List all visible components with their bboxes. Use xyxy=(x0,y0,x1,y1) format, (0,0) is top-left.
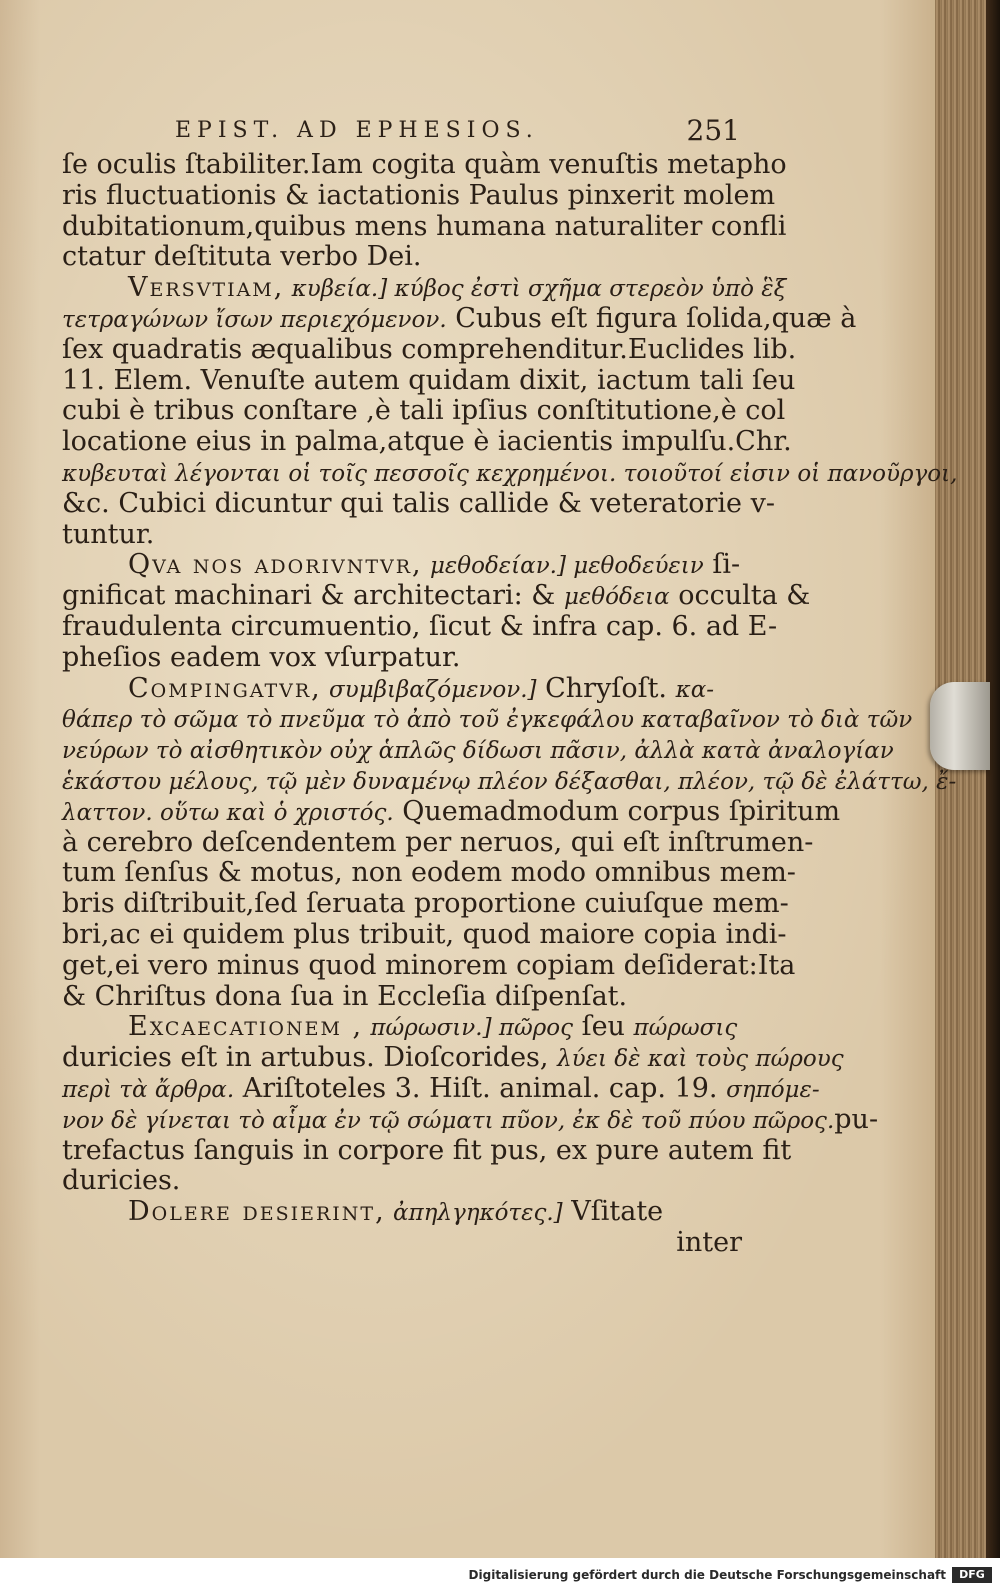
text-line xyxy=(62,674,742,705)
latin-text: bris diſtribuit,ſed ſeruata proportione cuiuſque mem- xyxy=(62,888,789,920)
binding-shadow xyxy=(986,0,1000,1558)
latin-text: cubi è tribus conſtare ,è tali ipſius conſtitutione,è col xyxy=(62,395,786,427)
lemma-heading: Compingatvr, xyxy=(128,672,322,704)
text-line xyxy=(62,1042,844,1074)
text-line xyxy=(62,1134,792,1167)
greek-text: νον δὲ γίνεται τὸ αἷμα ἐν τῷ σώματι πῦον, ἐκ δὲ τοῦ πύου πῶρος. xyxy=(62,1107,835,1134)
latin-text: à cerebro deſcendentem per neruos, qui eſt inſtrumen- xyxy=(62,826,814,858)
text-line xyxy=(62,766,957,797)
text-line xyxy=(62,520,742,551)
text-line xyxy=(62,242,742,273)
page-header xyxy=(175,114,740,150)
latin-text: ctatur deſtituta verbo Dei. xyxy=(62,241,422,273)
latin-text: ſex quadratis æqualibus comprehenditur.Euclides lib. xyxy=(62,333,797,365)
text-line xyxy=(62,580,811,612)
latin-text: get,ei vero minus quod minorem copiam deſiderat:Ita xyxy=(62,949,796,981)
latin-text: pheſios eadem vox vſurpatur. xyxy=(62,641,461,673)
greek-text: κυβεία.] κύβος ἐστὶ σχῆμα στερεὸν ὑπὸ ἓξ xyxy=(284,276,787,303)
text-line xyxy=(62,395,786,427)
greek-text: νεύρων τὸ αἰσθητικὸν οὐχ ἁπλῶς δίδωσι πᾶσιν, ἀλλὰ κατὰ ἀναλογίαν xyxy=(62,738,894,765)
latin-text: & Chriſtus dona ſua in Eccleſia diſpenſat. xyxy=(62,980,628,1012)
greek-text: θάπερ τὸ σῶμα τὸ πνεῦμα τὸ ἀπὸ τοῦ ἐγκεφάλου καταβαῖνον τὸ διὰ τῶν xyxy=(62,707,913,734)
latin-text: ſe oculis ſtabiliter.Iam cogita quàm venuſtis metapho xyxy=(62,149,787,180)
lemma-heading: Qva nos adorivntvr, xyxy=(128,549,423,581)
text-line xyxy=(62,333,797,366)
latin-text: ſi- xyxy=(703,549,741,581)
latin-text: fraudulenta circumuentio, ſicut & infra cap. 6. ad E- xyxy=(62,610,778,642)
text-line xyxy=(62,458,958,489)
latin-text: trefactus ſanguis in corpore fit pus, ex pure autem fit xyxy=(62,1134,792,1166)
latin-text: gnificat machinari & architectari: & xyxy=(62,580,564,612)
footer-credit: Digitalisierung gefördert durch die Deutsche Forschungsgemeinschaft xyxy=(468,1568,946,1582)
latin-text: dubitationum,quibus mens humana naturaliter confli xyxy=(62,210,787,242)
dfg-logo: DFG xyxy=(952,1567,992,1583)
greek-text: πώρωσις xyxy=(633,1015,738,1042)
greek-text: ἑκάστου μέλους, τῷ μὲν δυναμένῳ πλέον δέξασθαι, πλέον, τῷ δὲ ἐλάττω, ἔ- xyxy=(62,768,957,795)
greek-text: μεθοδείαν.] μεθοδεύειν xyxy=(422,553,704,580)
latin-text: locatione eius in palma,atque è iacientis impulſu.Chr. xyxy=(62,426,792,458)
text-line xyxy=(62,795,841,828)
text-line xyxy=(62,550,742,581)
page-number: 251 xyxy=(686,114,740,147)
running-title: EPIST. AD EPHESIOS. xyxy=(175,118,539,143)
text-line xyxy=(62,643,742,674)
text-line xyxy=(62,487,775,520)
latin-text: tuntur. xyxy=(62,518,155,550)
latin-text: &c. Cubici dicuntur qui talis callide & veteratorie v- xyxy=(62,487,775,519)
text-line xyxy=(62,1103,879,1136)
greek-text: περὶ τὰ ἄρθρα. xyxy=(62,1076,235,1103)
greek-text: κυβευταὶ λέγονται οἱ τοῖς πεσσοῖς κεχρημένοι. τοιοῦτοί εἰσιν οἱ πανοῦργοι, xyxy=(62,460,958,487)
latin-text: duricies eſt in artubus. Dioſcorides, xyxy=(62,1042,558,1074)
text-line xyxy=(62,272,787,304)
text-line xyxy=(62,1166,742,1197)
text-line xyxy=(62,426,792,458)
latin-text: 11. Elem. Venuſte autem quidam dixit, iactum tali ſeu xyxy=(62,364,796,396)
text-line xyxy=(62,1228,742,1259)
text-line xyxy=(62,302,857,335)
greek-text: λαττον. οὕτω καὶ ὁ χριστός. xyxy=(62,799,394,826)
body-text xyxy=(62,149,958,1259)
text-line xyxy=(62,826,814,859)
text-line xyxy=(62,982,742,1013)
lemma-heading: Versvtiam, xyxy=(128,272,285,304)
latin-text: bri,ac ei quidem plus tribuit, quod maiore copia indi- xyxy=(62,918,787,950)
latin-text: ris fluctuationis & iactationis Paulus pinxerit molem xyxy=(62,179,776,211)
greek-text: τετραγώνων ἴσων περιεχόμενον. xyxy=(62,306,447,333)
greek-text: ἀπηλγηκότες.] xyxy=(385,1200,563,1227)
latin-text: Quemadmodum corpus ſpiritum xyxy=(393,795,841,827)
greek-text: σηπόμε- xyxy=(726,1076,820,1103)
lemma-heading: Dolere desierint, xyxy=(128,1196,386,1228)
latin-text: ſeu xyxy=(573,1011,634,1043)
greek-text: πώρωσιν.] πῶρος xyxy=(363,1015,573,1042)
text-line xyxy=(62,1197,742,1228)
footer-bar xyxy=(0,1558,1000,1591)
latin-text: Chryſoſt. xyxy=(536,672,676,704)
latin-text: occulta & xyxy=(669,580,811,612)
text-line xyxy=(62,610,778,643)
text-line xyxy=(62,857,796,889)
text-line xyxy=(62,888,789,920)
text-line xyxy=(62,1072,820,1105)
text-line xyxy=(62,210,787,243)
latin-text: inter xyxy=(676,1226,742,1258)
greek-text: κα- xyxy=(675,676,714,703)
latin-text: duricies. xyxy=(62,1165,181,1197)
bookmark-tab xyxy=(930,682,990,770)
latin-text: pu- xyxy=(834,1103,879,1135)
lemma-heading: Excaecationem , xyxy=(128,1011,364,1043)
latin-text: Cubus eſt figura ſolida,quæ à xyxy=(446,302,857,334)
latin-text: Ariſtoteles 3. Hiſt. animal. cap. 19. xyxy=(234,1072,727,1104)
greek-text: μεθόδεια xyxy=(563,584,670,611)
greek-text: συμβιβαζόμενον.] xyxy=(321,676,537,703)
text-line xyxy=(62,704,913,735)
text-line xyxy=(62,918,787,951)
latin-text: tum ſenſus & motus, non eodem modo omnibus mem- xyxy=(62,857,796,889)
text-line xyxy=(62,364,796,397)
text-line xyxy=(62,1012,742,1043)
latin-text: Vſitate xyxy=(562,1196,664,1228)
text-line xyxy=(62,735,894,766)
text-line xyxy=(62,179,776,212)
greek-text: λύει δὲ καὶ τοὺς πώρους xyxy=(557,1046,844,1073)
text-line xyxy=(62,949,796,982)
text-line xyxy=(62,149,787,181)
